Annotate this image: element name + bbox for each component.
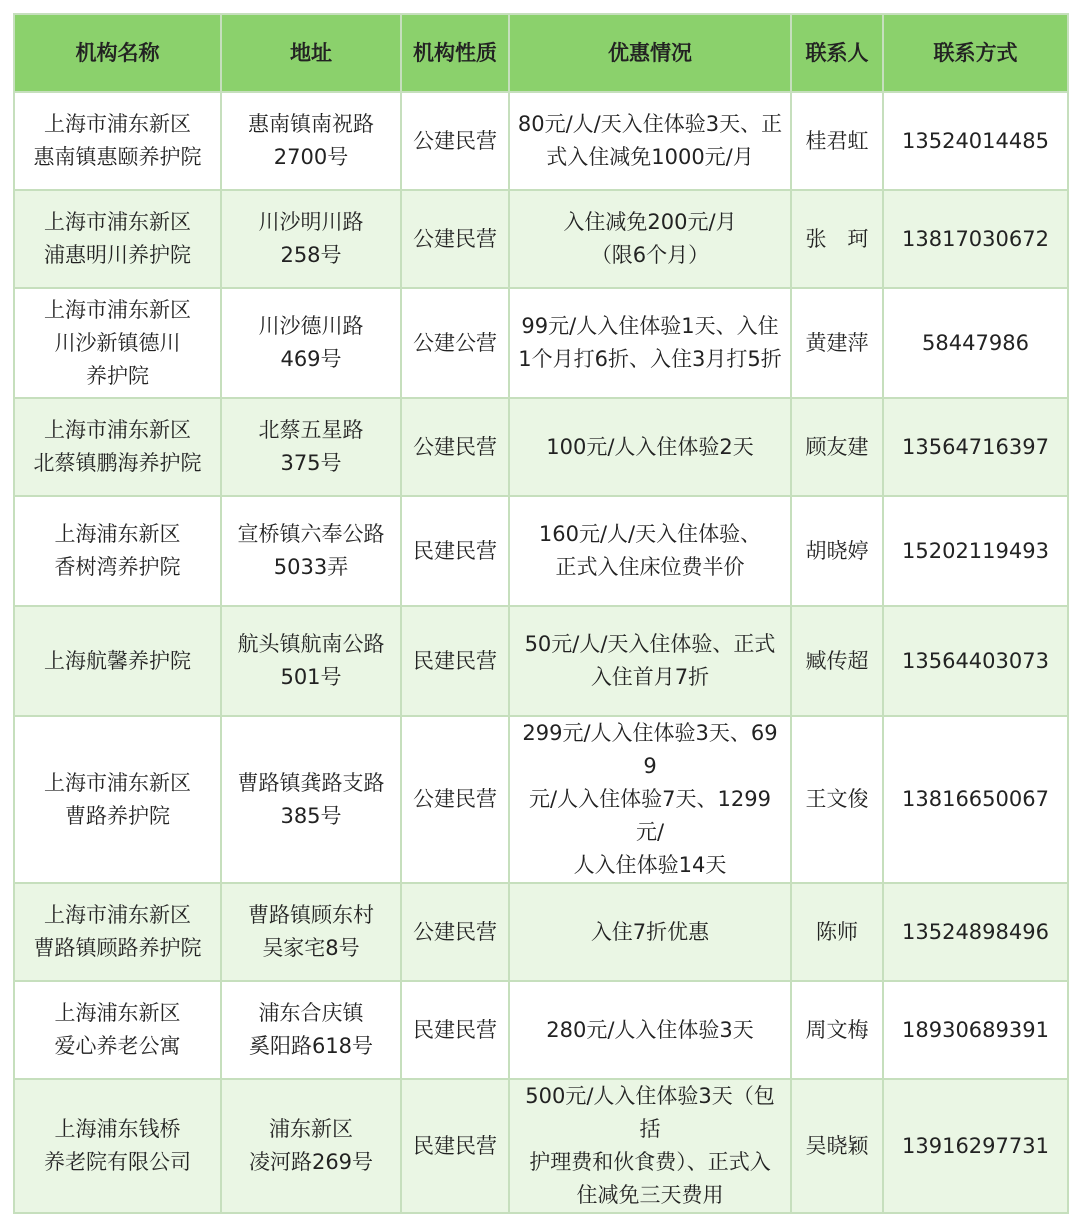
address-cell-line: 258号 xyxy=(280,243,342,267)
address-cell-line: 5033弄 xyxy=(273,555,349,579)
institution-name-cell-line: 川沙新镇德川 xyxy=(54,330,181,355)
contact-person-cell: 桂君虹 xyxy=(791,92,883,190)
institution-type-cell: 民建民营 xyxy=(401,606,509,716)
address-cell-line: 501号 xyxy=(280,665,342,689)
header-institution-name: 机构名称 xyxy=(14,14,221,92)
address-cell xyxy=(221,92,401,190)
elderly-care-institution-table xyxy=(13,13,1069,1214)
contact-phone-cell: 13816650067 xyxy=(883,716,1068,883)
address-cell-line: 吴家宅8号 xyxy=(262,936,360,960)
institution-name-cell xyxy=(14,92,221,190)
contact-phone-cell: 13524898496 xyxy=(883,883,1068,981)
discount-cell-line: 入住减免200元/月 xyxy=(563,210,737,234)
discount-cell-line: 50元/人/天入住体验、正式 xyxy=(524,632,776,656)
contact-person-cell: 吴晓颖 xyxy=(791,1079,883,1213)
discount-cell xyxy=(509,716,791,883)
institution-name-cell-line: 曹路镇顾路养护院 xyxy=(33,936,202,960)
institution-name-cell xyxy=(14,606,221,716)
header-address: 地址 xyxy=(221,14,401,92)
discount-cell xyxy=(509,92,791,190)
address-cell-line: 奚阳路618号 xyxy=(248,1034,374,1058)
discount-cell-line: 入住首月7折 xyxy=(590,665,710,689)
discount-cell xyxy=(509,981,791,1079)
institution-name-cell-line: 上海航馨养护院 xyxy=(44,648,191,673)
table-row xyxy=(14,190,1068,288)
institution-type-cell: 公建民营 xyxy=(401,716,509,883)
discount-cell-line: 500元/人入住体验3天（包括 xyxy=(525,1084,775,1141)
table-row xyxy=(14,288,1068,398)
discount-cell-line: （限6个月） xyxy=(590,243,710,267)
address-cell-line: 曹路镇龚路支路 xyxy=(237,770,385,795)
address-cell-line: 浦东新区 xyxy=(269,1117,353,1141)
institution-name-cell-line: 爱心养老公寓 xyxy=(54,1034,181,1058)
contact-phone-cell: 15202119493 xyxy=(883,496,1068,606)
institution-type-cell: 公建民营 xyxy=(401,883,509,981)
institution-type-cell: 民建民营 xyxy=(401,496,509,606)
discount-cell-line: 160元/人/天入住体验、 xyxy=(538,522,762,546)
discount-cell-line: 式入住减免1000元/月 xyxy=(546,145,754,169)
institution-table-wrapper xyxy=(13,13,1067,1214)
discount-cell xyxy=(509,398,791,496)
contact-phone-cell: 13916297731 xyxy=(883,1079,1068,1213)
address-cell xyxy=(221,883,401,981)
address-cell xyxy=(221,398,401,496)
address-cell-line: 曹路镇顾东村 xyxy=(248,903,374,927)
header-contact-person: 联系人 xyxy=(791,14,883,92)
address-cell xyxy=(221,190,401,288)
institution-name-cell-line: 上海市浦东新区 xyxy=(44,903,191,927)
contact-phone-cell: 58447986 xyxy=(883,288,1068,398)
institution-name-cell xyxy=(14,716,221,883)
institution-name-cell xyxy=(14,288,221,398)
institution-name-cell-line: 曹路养护院 xyxy=(65,803,170,828)
header-row xyxy=(14,14,1068,92)
institution-name-cell-line: 养老院有限公司 xyxy=(44,1150,191,1174)
address-cell xyxy=(221,981,401,1079)
institution-name-cell-line: 浦惠明川养护院 xyxy=(44,243,191,267)
address-cell xyxy=(221,606,401,716)
address-cell xyxy=(221,716,401,883)
institution-name-cell xyxy=(14,496,221,606)
discount-cell xyxy=(509,496,791,606)
institution-type-cell: 公建民营 xyxy=(401,190,509,288)
institution-type-cell: 公建民营 xyxy=(401,92,509,190)
contact-person-cell: 陈师 xyxy=(791,883,883,981)
discount-cell-line: 80元/人/天入住体验3天、正 xyxy=(517,112,783,136)
address-cell-line: 宣桥镇六奉公路 xyxy=(237,522,385,546)
table-row xyxy=(14,981,1068,1079)
address-cell-line: 469号 xyxy=(280,347,342,371)
address-cell-line: 375号 xyxy=(280,451,342,475)
header-institution-type: 机构性质 xyxy=(401,14,509,92)
header-discount: 优惠情况 xyxy=(509,14,791,92)
discount-cell-line: 280元/人入住体验3天 xyxy=(546,1017,754,1042)
institution-type-cell: 民建民营 xyxy=(401,1079,509,1213)
discount-cell-line: 入住7折优惠 xyxy=(590,919,710,944)
discount-cell-line: 元/人入住体验7天、1299元/ xyxy=(529,787,771,844)
address-cell-line: 北蔡五星路 xyxy=(258,418,364,442)
discount-cell-line: 299元/人入住体验3天、699 xyxy=(522,721,778,778)
table-row xyxy=(14,716,1068,883)
contact-person-cell: 王文俊 xyxy=(791,716,883,883)
institution-name-cell-line: 惠南镇惠颐养护院 xyxy=(33,145,202,169)
address-cell-line: 川沙德川路 xyxy=(258,314,364,338)
discount-cell xyxy=(509,1079,791,1213)
table-row xyxy=(14,606,1068,716)
table-row xyxy=(14,92,1068,190)
institution-name-cell-line: 上海浦东新区 xyxy=(54,1001,181,1025)
address-cell-line: 川沙明川路 xyxy=(258,210,364,234)
institution-name-cell-line: 北蔡镇鹏海养护院 xyxy=(33,451,202,475)
address-cell-line: 2700号 xyxy=(273,145,349,169)
address-cell xyxy=(221,1079,401,1213)
institution-name-cell-line: 养护院 xyxy=(86,363,149,388)
address-cell-line: 航头镇航南公路 xyxy=(237,632,385,656)
contact-person-cell: 黄建萍 xyxy=(791,288,883,398)
institution-name-cell xyxy=(14,398,221,496)
contact-phone-cell: 13524014485 xyxy=(883,92,1068,190)
contact-person-cell: 顾友建 xyxy=(791,398,883,496)
discount-cell-line: 人入住体验14天 xyxy=(573,853,727,877)
contact-person-cell: 臧传超 xyxy=(791,606,883,716)
institution-name-cell xyxy=(14,190,221,288)
contact-phone-cell: 13564716397 xyxy=(883,398,1068,496)
contact-person-cell: 张 珂 xyxy=(791,190,883,288)
table-row xyxy=(14,883,1068,981)
institution-type-cell: 公建民营 xyxy=(401,398,509,496)
address-cell-line: 浦东合庆镇 xyxy=(258,1001,364,1025)
table-row xyxy=(14,496,1068,606)
table-row xyxy=(14,1079,1068,1213)
discount-cell-line: 住减免三天费用 xyxy=(576,1183,724,1207)
contact-person-cell: 胡晓婷 xyxy=(791,496,883,606)
address-cell xyxy=(221,496,401,606)
institution-name-cell-line: 上海浦东新区 xyxy=(54,522,181,546)
table-body xyxy=(14,92,1068,1213)
institution-name-cell-line: 上海市浦东新区 xyxy=(44,210,191,234)
institution-type-cell: 民建民营 xyxy=(401,981,509,1079)
address-cell-line: 凌河路269号 xyxy=(248,1150,374,1174)
institution-name-cell-line: 上海市浦东新区 xyxy=(44,112,191,136)
institution-name-cell-line: 香树湾养护院 xyxy=(54,555,181,579)
discount-cell xyxy=(509,883,791,981)
address-cell xyxy=(221,288,401,398)
discount-cell-line: 正式入住床位费半价 xyxy=(555,555,745,579)
header-contact-phone: 联系方式 xyxy=(883,14,1068,92)
discount-cell-line: 1个月打6折、入住3月打5折 xyxy=(518,347,782,371)
institution-name-cell-line: 上海市浦东新区 xyxy=(44,418,191,442)
contact-phone-cell: 13564403073 xyxy=(883,606,1068,716)
discount-cell xyxy=(509,606,791,716)
address-cell-line: 惠南镇南祝路 xyxy=(248,112,374,136)
table-row xyxy=(14,398,1068,496)
institution-name-cell-line: 上海浦东钱桥 xyxy=(54,1117,181,1141)
contact-phone-cell: 13817030672 xyxy=(883,190,1068,288)
institution-name-cell xyxy=(14,1079,221,1213)
institution-name-cell-line: 上海市浦东新区 xyxy=(44,770,191,795)
discount-cell xyxy=(509,190,791,288)
institution-type-cell: 公建公营 xyxy=(401,288,509,398)
institution-name-cell xyxy=(14,883,221,981)
discount-cell-line: 100元/人入住体验2天 xyxy=(546,434,754,459)
contact-phone-cell: 18930689391 xyxy=(883,981,1068,1079)
discount-cell-line: 护理费和伙食费）、正式入 xyxy=(529,1150,771,1174)
address-cell-line: 385号 xyxy=(280,803,342,828)
institution-name-cell-line: 上海市浦东新区 xyxy=(44,297,191,322)
discount-cell-line: 99元/人入住体验1天、入住 xyxy=(521,314,779,338)
institution-name-cell xyxy=(14,981,221,1079)
contact-person-cell: 周文梅 xyxy=(791,981,883,1079)
discount-cell xyxy=(509,288,791,398)
